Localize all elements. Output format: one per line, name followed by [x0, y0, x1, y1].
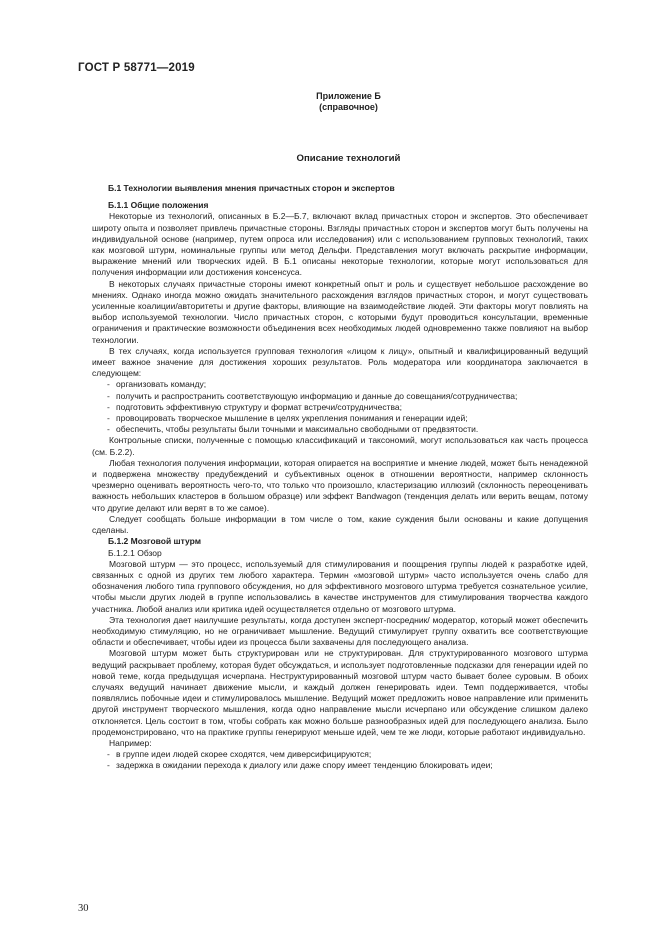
- heading-b1: Б.1 Технологии выявления мнения причастных сторон и экспертов: [108, 183, 395, 193]
- list-item: - в группе идеи людей скорее сходятся, чем диверсифицируются;: [107, 749, 372, 760]
- list-item: - задержка в ожидании перехода к диалогу или даже спору имеет тенденцию блокировать идеи;: [107, 760, 493, 771]
- list-item: - обеспечить, чтобы результаты были точными и максимально свободными от предвзятости.: [107, 424, 479, 435]
- section-title: Описание технологий: [296, 153, 401, 164]
- paragraph: Любая технология получения информации, которая опирается на восприятие и мнение людей, может быть ненадежной и подвержена множеству предубеждений и субъективных оценок в отношении вероятности, например склонность чрезмерно оценивать вероятность чего-то, что только что произошло, кластеризацию иллюзий (склонность переоценивать важность небольших кластеров в большом образце) или эффект Bandwagon (тенденция делать или верить вещам, потому что другие делают или верят в то же самое).: [92, 457, 588, 513]
- heading-b12: Б.1.2 Мозговой штурм: [108, 536, 201, 547]
- annex-subtitle: (справочное): [319, 102, 378, 112]
- document-id: ГОСТ Р 58771—2019: [78, 62, 195, 74]
- bullet-list: [92, 379, 588, 435]
- heading-b121: Б.1.2.1 Обзор: [108, 547, 162, 558]
- paragraph: Мозговой штурм — это процесс, используемый для стимулирования и поощрения группы людей к разработке идей, связанных с одной из других тем любого характера. Термин «мозговой штурм» часто используется очень слабо для обозначения любого типа группового обсуждения, но для эффективного мозгового штурма требуется сознательное усилие, чтобы мысли других людей в группе использовались в качестве инструментов для стимулирования творчества каждого участника. Любой анализ или критика идей осуществляется отдельно от мозгового штурма.: [92, 558, 588, 614]
- list-item: - получить и распространить соответствующую информацию и данные до совещания/сотрудничества;: [107, 390, 518, 401]
- list-item: - провоцировать творческое мышление в целях укрепления понимания и генерации идей;: [107, 413, 468, 424]
- annex-title: Приложение Б: [316, 91, 381, 101]
- document-body: [92, 183, 588, 772]
- page-number: 30: [78, 903, 89, 914]
- bullet-list: [92, 749, 588, 771]
- paragraph: Некоторые из технологий, описанных в Б.2—Б.7, включают вклад причастных сторон и экспертов. Это обеспечивает широту опыта и позволяет привлечь причастные стороны. Взгляды причастных сторон и экспертов могут быть получены на индивидуальной основе (например, путем опроса или исследования) или с использованием групповых технологий, таких как мозговой штурм, номинальные группы или метод Дельфи. Представления могут включать раскрытие информации, выражение мнений или творческих идей. В Б.1 описаны некоторые технологии, которые могут использоваться для получения информации или достижения консенсуса.: [92, 211, 588, 278]
- heading-b11: Б.1.1 Общие положения: [108, 200, 209, 211]
- paragraph: В тех случаях, когда используется групповая технология «лицом к лицу», опытный и квалифицированный ведущий имеет важное значение для достижения хороших результатов. Роль модератора или координатора заключается в следующем:: [92, 345, 588, 379]
- paragraph: В некоторых случаях причастные стороны имеют конкретный опыт и роль и существует небольшое расхождение во мнениях. Однако иногда можно ожидать значительного расхождения взглядов причастных сторон, и могут существовать усиленные коалиции/авторитеты и другие факторы, влияющие на взаимодействие людей. Эти факторы могут повлиять на выбор используемой технологии. Число причастных сторон, с которыми будут проводиться консультации, временные ограничения и практические возможности объединения всех необходимых людей одновременно также повлияют на выбор технологии.: [92, 278, 588, 345]
- paragraph: Контрольные списки, полученные с помощью классификаций и таксономий, могут использоваться как часть процесса (см. Б.2.2).: [92, 435, 588, 457]
- paragraph: Следует сообщать больше информации в том числе о том, какие суждения были основаны и какие допущения сделаны.: [92, 513, 588, 536]
- paragraph: Например:: [109, 737, 152, 748]
- paragraph: Мозговой штурм может быть структурирован или не структурирован. Для структурированного мозгового штурма ведущий раскрывает проблему, которая будет обсуждаться, и использует подготовленные подсказки для генерации идей по новой теме, когда предыдущая исчерпана. Неструктурированный мозговой штурм часто бывает более суровым. В обоих случаях ведущий начинает движение мысли, и каждый должен генерировать идеи. Темп поддерживается, чтобы появлялись побочные идеи и стимулировалось мышление. Ведущий может предложить новое направление или применить другой инструмент творческого мышления, когда одно направление мысли исчерпано или обсуждение слишком далеко отклоняется. Цель состоит в том, чтобы собрать как можно больше разнообразных идей для последующего анализа. Было продемонстрировано, что на практике группы генерируют меньше идей, чем те же люди, которые работают индивидуально.: [92, 648, 588, 737]
- list-item: - подготовить эффективную структуру и формат встречи/сотрудничества;: [107, 401, 403, 412]
- paragraph: Эта технология дает наилучшие результаты, когда доступен эксперт-посредник/ модератор, который может обеспечить необходимую стимуляцию, но не ограничивает мышление. Ведущий стимулирует группу охватить все соответствующие области и обеспечивает, чтобы идеи из процесса были захвачены для последующего анализа.: [92, 614, 588, 648]
- list-item: - организовать команду;: [107, 379, 207, 390]
